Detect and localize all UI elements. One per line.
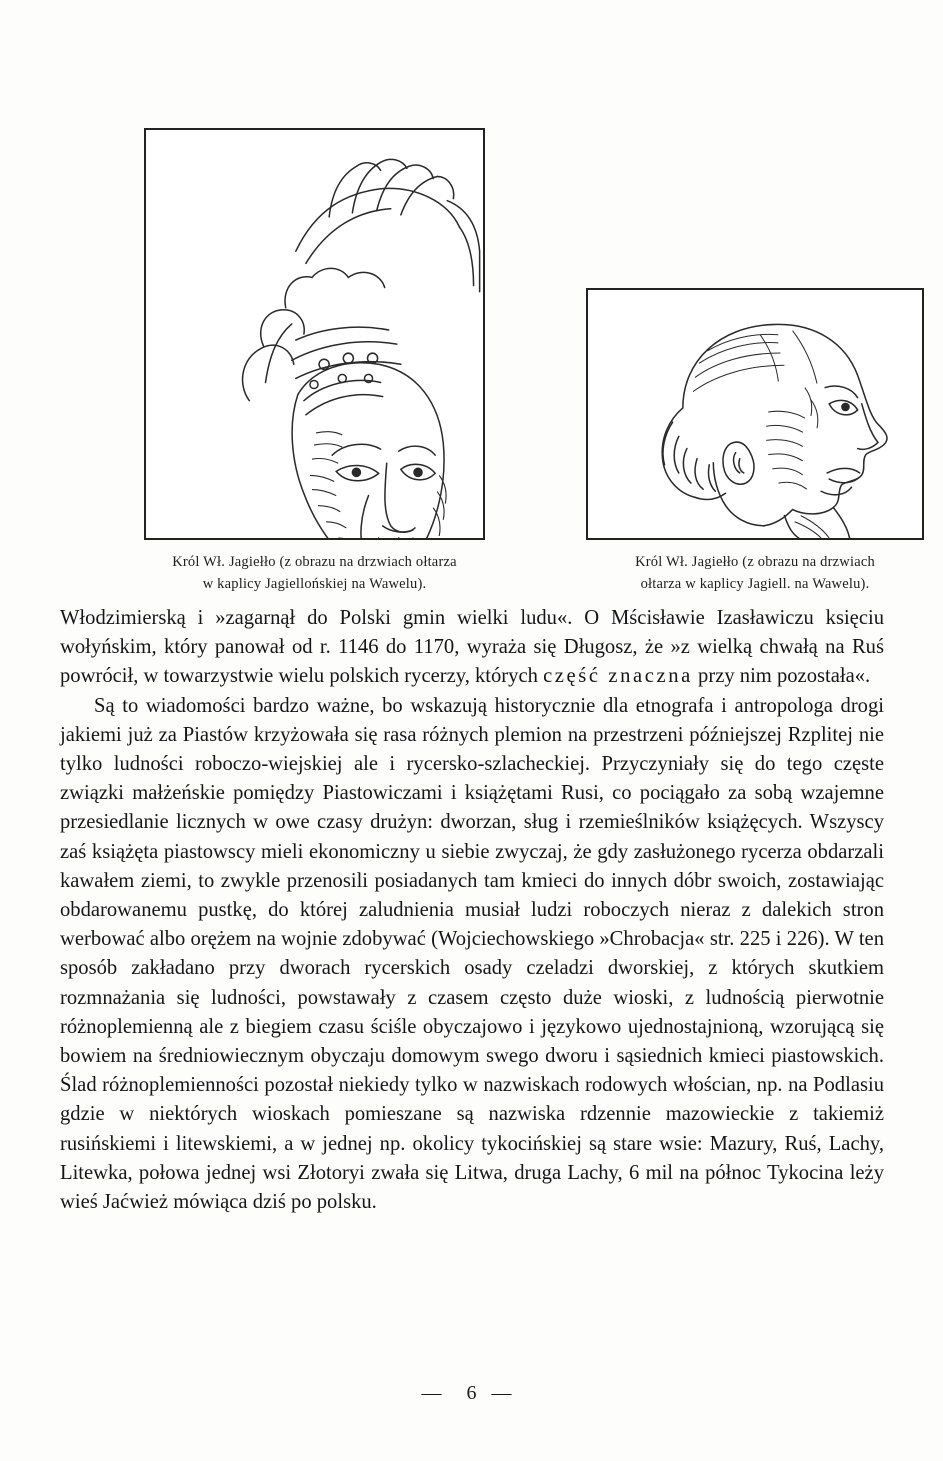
- paragraph-1: [60, 604, 884, 692]
- king-profile-illustration-icon: [588, 290, 922, 538]
- page-number: [0, 1382, 943, 1405]
- paragraph-1-part-1: Włodzimierską i »zagarnął do Polski gmin wielki ludu«. O Mścisławie Izasławiczu księciu wołyńskim, który panował od r. 1146 do 1170, wyraża się Długosz, że »z wielką chwałą na Ruś powrócił, w towarzystwie wielu polskich rycerzy, których: [60, 607, 884, 688]
- figure-caption-frontal: [144, 551, 485, 596]
- page-number-dash-right: —: [491, 1382, 522, 1404]
- caption-line-2: w kaplicy Jagiellońskiej na Wawelu).: [202, 576, 427, 593]
- caption-line-1: Król Wł. Jagiełło (z obrazu na drzwiach ołtarza: [172, 554, 457, 570]
- engraving-plate-frontal: [144, 128, 485, 540]
- king-frontal-illustration-icon: [146, 130, 483, 538]
- figure-block: [0, 0, 943, 600]
- paragraph-2: Są to wiadomości bardzo ważne, bo wskazują historycznie dla etnografa i antropologa drogi jakiemi już za Piastów krzyżowała się rasa różnych plemion na przestrzeni późniejszej Rzplitej nie tylko ludności roboczo-wiejskiej ale i rycersko-szlacheckiej. Przyczyniały się do tego częste związki małżeńskie pomiędzy Piastowiczami i książętami Rusi, co pociągało za sobą wzajemne przesiedlanie licznych w owe czasy drużyn: dworzan, sług i rzemieślników książęcych. Wszyscy zaś książęta piastowscy mieli ekonomiczny u siebie zwyczaj, że gdy zasłużonego rycerza obdarzali kawałem ziemi, to zwykle przenosili posiadanych tam kmieci do innych dóbr swoich, zostawiając obdarowanemu pustkę, do której zaludnienia musiał ludzi roboczych nieraz z dalekich stron werbować albo orężem na wojnie zdobywać (Wojciechowskiego »Chrobacja« str. 225 i 226). W ten sposób zakładano przy dworach rycerskich osady czeladzi dworskiej, z których skutkiem rozmnażania się ludności, powstawały z czasem często duże wioski, z ludnością pierwotnie różnoplemienną ale z biegiem czasu ściśle obyczajowo i językowo ujednostajnioną, wzorującą się bowiem na średniowiecznym obyczaju domowym swego dworu i sąsiednich kmieci piastowskich. Ślad różnoplemienności pozostał niekiedy tylko w nazwiskach rodowych włościan, np. na Podlasiu gdzie w niektórych wioskach pomieszane są nazwiska rdzennie mazowieckie z takiemiż rusińskiemi i litewskiemi, a w jednej np. okolicy tykocińskiej są stare wsie: Mazury, Ruś, Lachy, Litewka, połowa jednej wsi Złotoryi zwała się Litwa, druga Lachy, 6 mil na północ Tykocina leży wieś Jaćwież mówiąca dziś po polsku.: [60, 694, 884, 1214]
- caption-line-1: Król Wł. Jagiełło (z obrazu na drzwiach: [635, 554, 875, 570]
- figure-jagiello-frontal: [144, 128, 485, 596]
- caption-line-2: ołtarza w kaplicy Jagiell. na Wawelu).: [640, 576, 870, 593]
- paragraph-1-emphasis: część znaczna: [543, 665, 693, 688]
- figure-jagiello-profile: [586, 288, 924, 596]
- paragraph-1-part-2: przy nim pozostała«.: [692, 665, 871, 688]
- engraving-plate-profile: [586, 288, 924, 540]
- body-text: [60, 604, 884, 1217]
- page-number-dash-left: —: [421, 1382, 452, 1404]
- figure-caption-profile: [586, 551, 924, 596]
- page-number-value: 6: [466, 1382, 477, 1404]
